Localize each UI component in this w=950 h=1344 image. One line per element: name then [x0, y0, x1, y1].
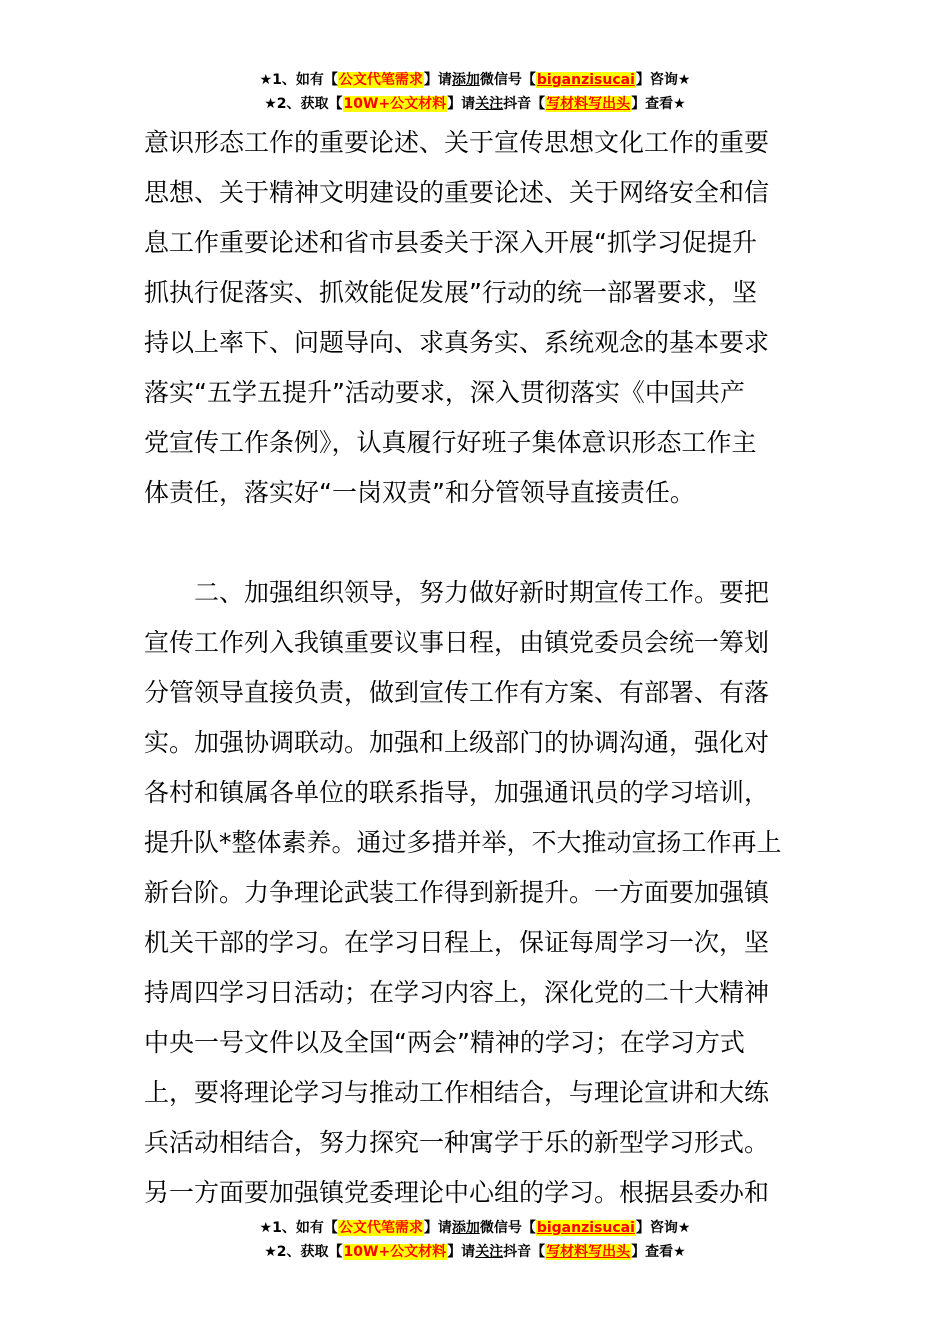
highlight-service: 公文代笔需求: [338, 72, 423, 88]
text-line: 兵活动相结合，努力探究一种寓学于乐的新型学习形式。: [144, 1128, 770, 1157]
text-line: 实。加强协调联动。加强和上级部门的协调沟通，强化对: [144, 728, 770, 757]
text-line: 持周四学习日活动；在学习内容上，深化党的二十大精神: [144, 978, 770, 1007]
banner-line-1: ★1、如有【公文代笔需求】请添加微信号【biganzisucai】咨询★: [259, 1220, 691, 1236]
text-line: 体责任，落实好“一岗双责”和分管领导直接责任。: [144, 478, 695, 507]
text-line: 上，要将理论学习与推动工作相结合，与理论宣讲和大练: [144, 1078, 770, 1107]
paragraph-gap: [144, 518, 808, 568]
text-line: 党宣传工作条例》，认真履行好班子集体意识形态工作主: [144, 428, 757, 457]
text-line: 意识形态工作的重要论述、关于宣传思想文化工作的重要: [144, 128, 770, 157]
highlight-materials: 10W+公文材料: [343, 96, 447, 112]
highlight-wechat-id: biganzisucai: [536, 72, 635, 88]
text-line: 另一方面要加强镇党委理论中心组的学习。根据县委办和: [144, 1178, 770, 1207]
text-line: 持以上率下、问题导向、求真务实、系统观念的基本要求: [144, 328, 770, 357]
text-line: 落实“五学五提升”活动要求，深入贯彻落实《中国共产: [144, 378, 745, 407]
text-line: 中央一号文件以及全国“两会”精神的学习；在学习方式: [144, 1028, 745, 1057]
banner-line-2: ★2、获取【10W+公文材料】请关注抖音【写材料写出头】查看★: [264, 1244, 686, 1260]
text-line: 二、加强组织领导，努力做好新时期宣传工作。要把: [144, 578, 770, 607]
banner-line-1: ★1、如有【公文代笔需求】请添加微信号【biganzisucai】咨询★: [259, 72, 691, 88]
text-line: 息工作重要论述和省市县委关于深入开展“抓学习促提升: [144, 228, 757, 257]
text-line: 提升队*整体素养。通过多措并举，不大推动宣扬工作再上: [144, 828, 782, 857]
highlight-douyin-account: 写材料写出头: [546, 96, 631, 112]
paragraph-1: [144, 118, 808, 518]
text-line: 抓执行促落实、抓效能促发展”行动的统一部署要求，坚: [144, 278, 757, 307]
text-line: 新台阶。力争理论武装工作得到新提升。一方面要加强镇: [144, 878, 770, 907]
document-body: [144, 118, 808, 1218]
text-line: 机关干部的学习。在学习日程上，保证每周学习一次，坚: [144, 928, 770, 957]
text-line: 宣传工作列入我镇重要议事日程，由镇党委员会统一筹划: [144, 628, 770, 657]
text-line: 思想、关于精神文明建设的重要论述、关于网络安全和信: [144, 178, 770, 207]
text-line: 各村和镇属各单位的联系指导，加强通讯员的学习培训，: [144, 778, 770, 807]
highlight-douyin-account: 写材料写出头: [546, 1244, 631, 1260]
highlight-materials: 10W+公文材料: [343, 1244, 447, 1260]
highlight-service: 公文代笔需求: [338, 1220, 423, 1236]
paragraph-2: [144, 568, 808, 1218]
footer-banner: [0, 1216, 950, 1264]
text-line: 分管领导直接负责，做到宣传工作有方案、有部署、有落: [144, 678, 770, 707]
highlight-wechat-id: biganzisucai: [536, 1220, 635, 1236]
banner-line-2: ★2、获取【10W+公文材料】请关注抖音【写材料写出头】查看★: [264, 96, 686, 112]
header-banner: [0, 68, 950, 116]
